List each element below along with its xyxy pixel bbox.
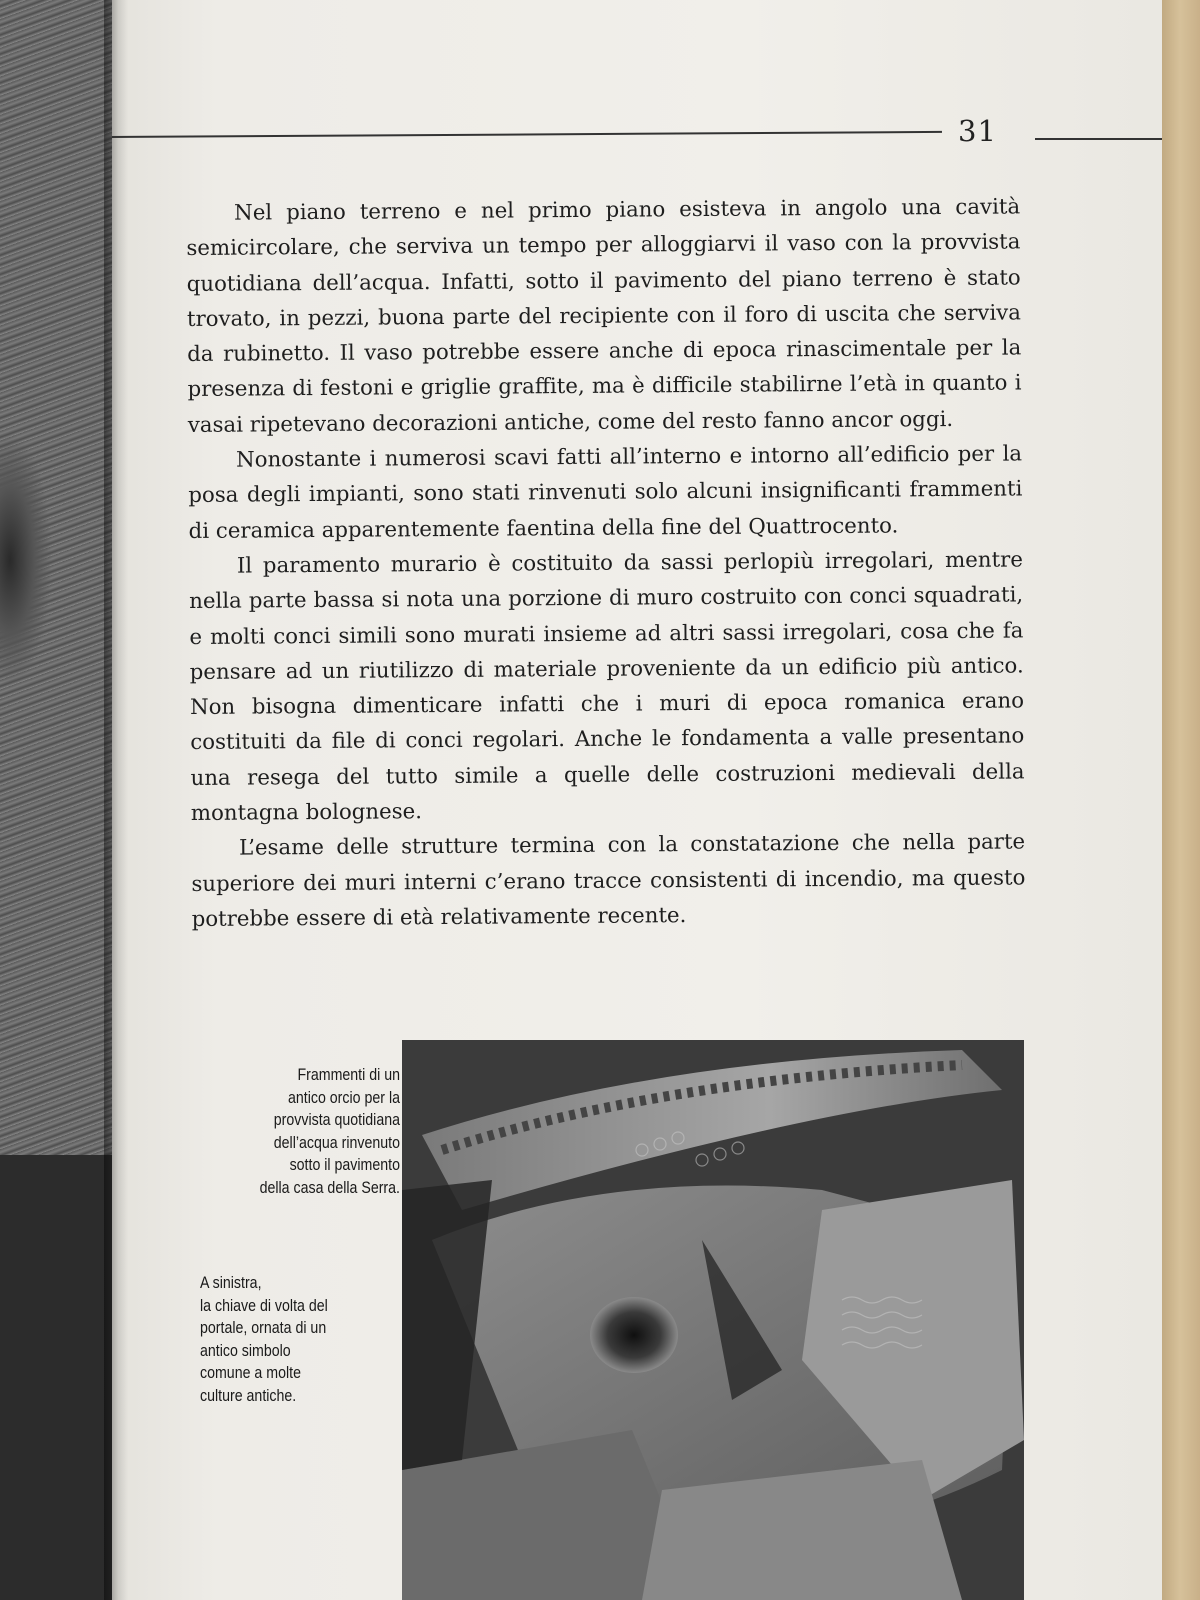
caption-line: Frammenti di un bbox=[297, 1066, 400, 1084]
caption-line: dell’acqua rinvenuto bbox=[273, 1133, 400, 1152]
paragraph-1: Nel piano terreno e nel primo piano esisteva in angolo una cavità semicircolare, che serviva un tempo per alloggiarvi il vaso con la provvista quotidiana dell’acqua. Infatti, sotto il pavimento del piano terreno è stato trovato, in pezzi, buona parte del recipiente con il foro di uscita che serviva da rubinetto. Il vaso potrebbe essere anche di epoca rinascimentale per la presenza di festoni e griglie graffite, ma è difficile stabilirne l’età in quanto i vasai ripetevano decorazioni antiche, come del resto fanno ancor oggi. bbox=[186, 194, 1022, 438]
left-photo-caption bbox=[200, 1272, 372, 1407]
book-gutter bbox=[104, 0, 128, 1600]
caption-line: la chiave di volta del bbox=[200, 1296, 328, 1315]
caption-line: della casa della Serra. bbox=[259, 1178, 400, 1197]
caption-line: culture antiche. bbox=[200, 1386, 297, 1405]
left-page-photo-shadow bbox=[0, 1155, 118, 1600]
paragraph-3: Il paramento murario è costituito da sassi perlopiù irregolari, mentre nella parte bassa si nota una porzione di muro costruito con conci squadrati, e molti conci simili sono murati insieme ad altri sassi irregolari, cosa che fa pensare ad un riutilizzo di materiale proveniente da un edificio più antico. Non bisogna dimenticare infatti che i muri di epoca romanica erano costituiti da file di conci regolari. Anche le fondamenta a valle presentano una resega del tutto simile a quelle delle costruzioni medievali della montagna bolognese. bbox=[189, 547, 1025, 827]
caption-line: antico orcio per la bbox=[287, 1088, 400, 1107]
body-text bbox=[186, 189, 1026, 937]
table-surface bbox=[1160, 0, 1200, 1600]
caption-line: sotto il pavimento bbox=[289, 1156, 400, 1174]
page-number: 31 bbox=[958, 114, 997, 148]
paragraph-2: Nonostante i numerosi scavi fatti all’interno e intorno all’edificio per la posa degli impianti, sono stati rinvenuti solo alcuni insignificanti frammenti di ceramica apparentemente faentina della fine del Quattrocento. bbox=[188, 441, 1023, 544]
caption-line: comune a molte bbox=[200, 1364, 301, 1382]
photo-caption bbox=[202, 1064, 400, 1199]
paragraph-4: L’esame delle strutture termina con la constatazione che nella parte superiore dei muri interni c’erano tracce consistenti di incendio, ma questo potrebbe essere di età relativamente recente. bbox=[191, 829, 1026, 932]
pottery-fragments-illustration bbox=[402, 1040, 1024, 1600]
header-rule-right bbox=[1035, 138, 1162, 140]
caption-line: portale, ornata di un bbox=[200, 1319, 327, 1337]
pottery-fragments-photo bbox=[402, 1040, 1024, 1600]
caption-line: A sinistra, bbox=[200, 1274, 262, 1292]
caption-line: provvista quotidiana bbox=[273, 1111, 400, 1129]
caption-line: antico simbolo bbox=[200, 1341, 291, 1360]
